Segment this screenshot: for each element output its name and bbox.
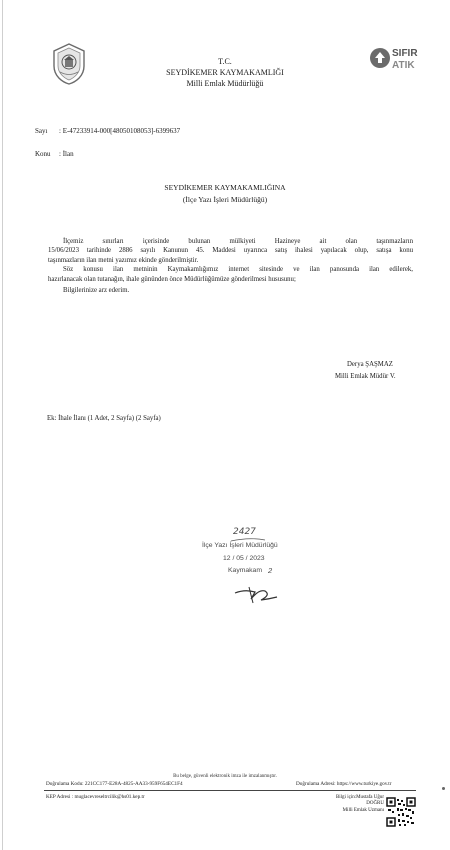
stamp-number: 2427 xyxy=(233,527,256,537)
reference-number-line xyxy=(35,127,180,136)
footer-divider xyxy=(44,790,416,791)
header-institution: SEYDİKEMER KAYMAKAMLIĞI xyxy=(166,68,284,77)
body-p3-line1: Bilgilerinize arz ederim. xyxy=(63,287,130,295)
stamp-kaymakam-mark: 2 xyxy=(268,566,273,575)
letter-body xyxy=(48,237,413,295)
signer-title: Milli Emlak Müdür V. xyxy=(335,373,396,380)
handwritten-initial-signature xyxy=(231,583,281,607)
body-p1-line1: İlçemiz sınırları içerisinde bulunan mülkiyeti Hazineye ait olan taşınmazların xyxy=(63,238,413,245)
addressee xyxy=(0,182,450,206)
atik-text: ATIK xyxy=(392,60,415,71)
verification-address: Doğrulama Adresi: https://www.turkiye.gov.tr xyxy=(296,781,392,787)
stamp-kaymakam: Kaymakam xyxy=(228,567,262,574)
body-p1-line2: 15/06/2023 tarihinde 2886 sayılı Kanunun 45. Maddesi uyarınca satış ihalesi yapılacak olup, satışa konu xyxy=(48,247,413,255)
stamp-date: 12 / 05 / 2023 xyxy=(223,555,265,562)
e-signature-note: Bu belge, güvenli elektronik imza ile imzalanmıştır. xyxy=(173,774,277,779)
page-edge xyxy=(2,0,3,850)
header-department: Milli Emlak Müdürlüğü xyxy=(186,79,264,88)
letterhead xyxy=(0,56,450,89)
konu-label: Konu xyxy=(35,150,51,158)
body-p1-line3: taşınmazların ilan metni yazımız ekinde gönderilmiştir. xyxy=(48,256,199,264)
sayi-label: Sayı xyxy=(35,127,48,135)
subject-line xyxy=(35,150,74,159)
signature-block xyxy=(335,359,396,383)
stamp-office: İlçe Yazı İşleri Müdürlüğü xyxy=(202,542,278,549)
scan-mark xyxy=(442,787,445,790)
header-country: T.C. xyxy=(218,57,232,66)
body-p2-line1: Söz konusu ilan metninin Kaymakamlığımız internet sitesinde ve ilan panosunda ilan edilerek, xyxy=(63,266,413,274)
signer-name: Derya ŞAŞMAZ xyxy=(347,361,393,368)
konu-value: : İlan xyxy=(59,150,74,158)
kep-address: KEP Adresi : muglacevreseltrcilik@hs01.kep.tr xyxy=(46,794,145,800)
addressee-subtitle: (İlçe Yazı İşleri Müdürlüğü) xyxy=(182,195,268,204)
enclosure: Ek: İhale İlanı (1 Adet, 2 Sayfa) (2 Sayfa) xyxy=(47,415,161,422)
qr-code-icon xyxy=(386,797,416,827)
registry-stamp xyxy=(202,523,305,613)
contact-line-2: DOĞRU xyxy=(366,801,384,807)
contact-line-3: Milli Emlak Uzmanı xyxy=(342,807,384,813)
body-p2-line2: hazırlanacak olan tutanağın, ihale gününden önce Müdürlüğümüze gönderilmesi hususunu; xyxy=(48,275,296,283)
sayi-value: : E-47233914-000[48050108053]-6399637 xyxy=(59,127,181,135)
addressee-title: SEYDİKEMER KAYMAKAMLIĞINA xyxy=(164,183,286,192)
sifir-text: SIFIR xyxy=(392,48,418,59)
contact-info xyxy=(300,795,384,814)
verification-code: Doğrulama Kodu: 221CC177-E28A-4825-AA33-959F654EC1F4 xyxy=(46,781,183,787)
contact-line-1: Bilgi için:Mustafa Uğur xyxy=(335,795,384,800)
